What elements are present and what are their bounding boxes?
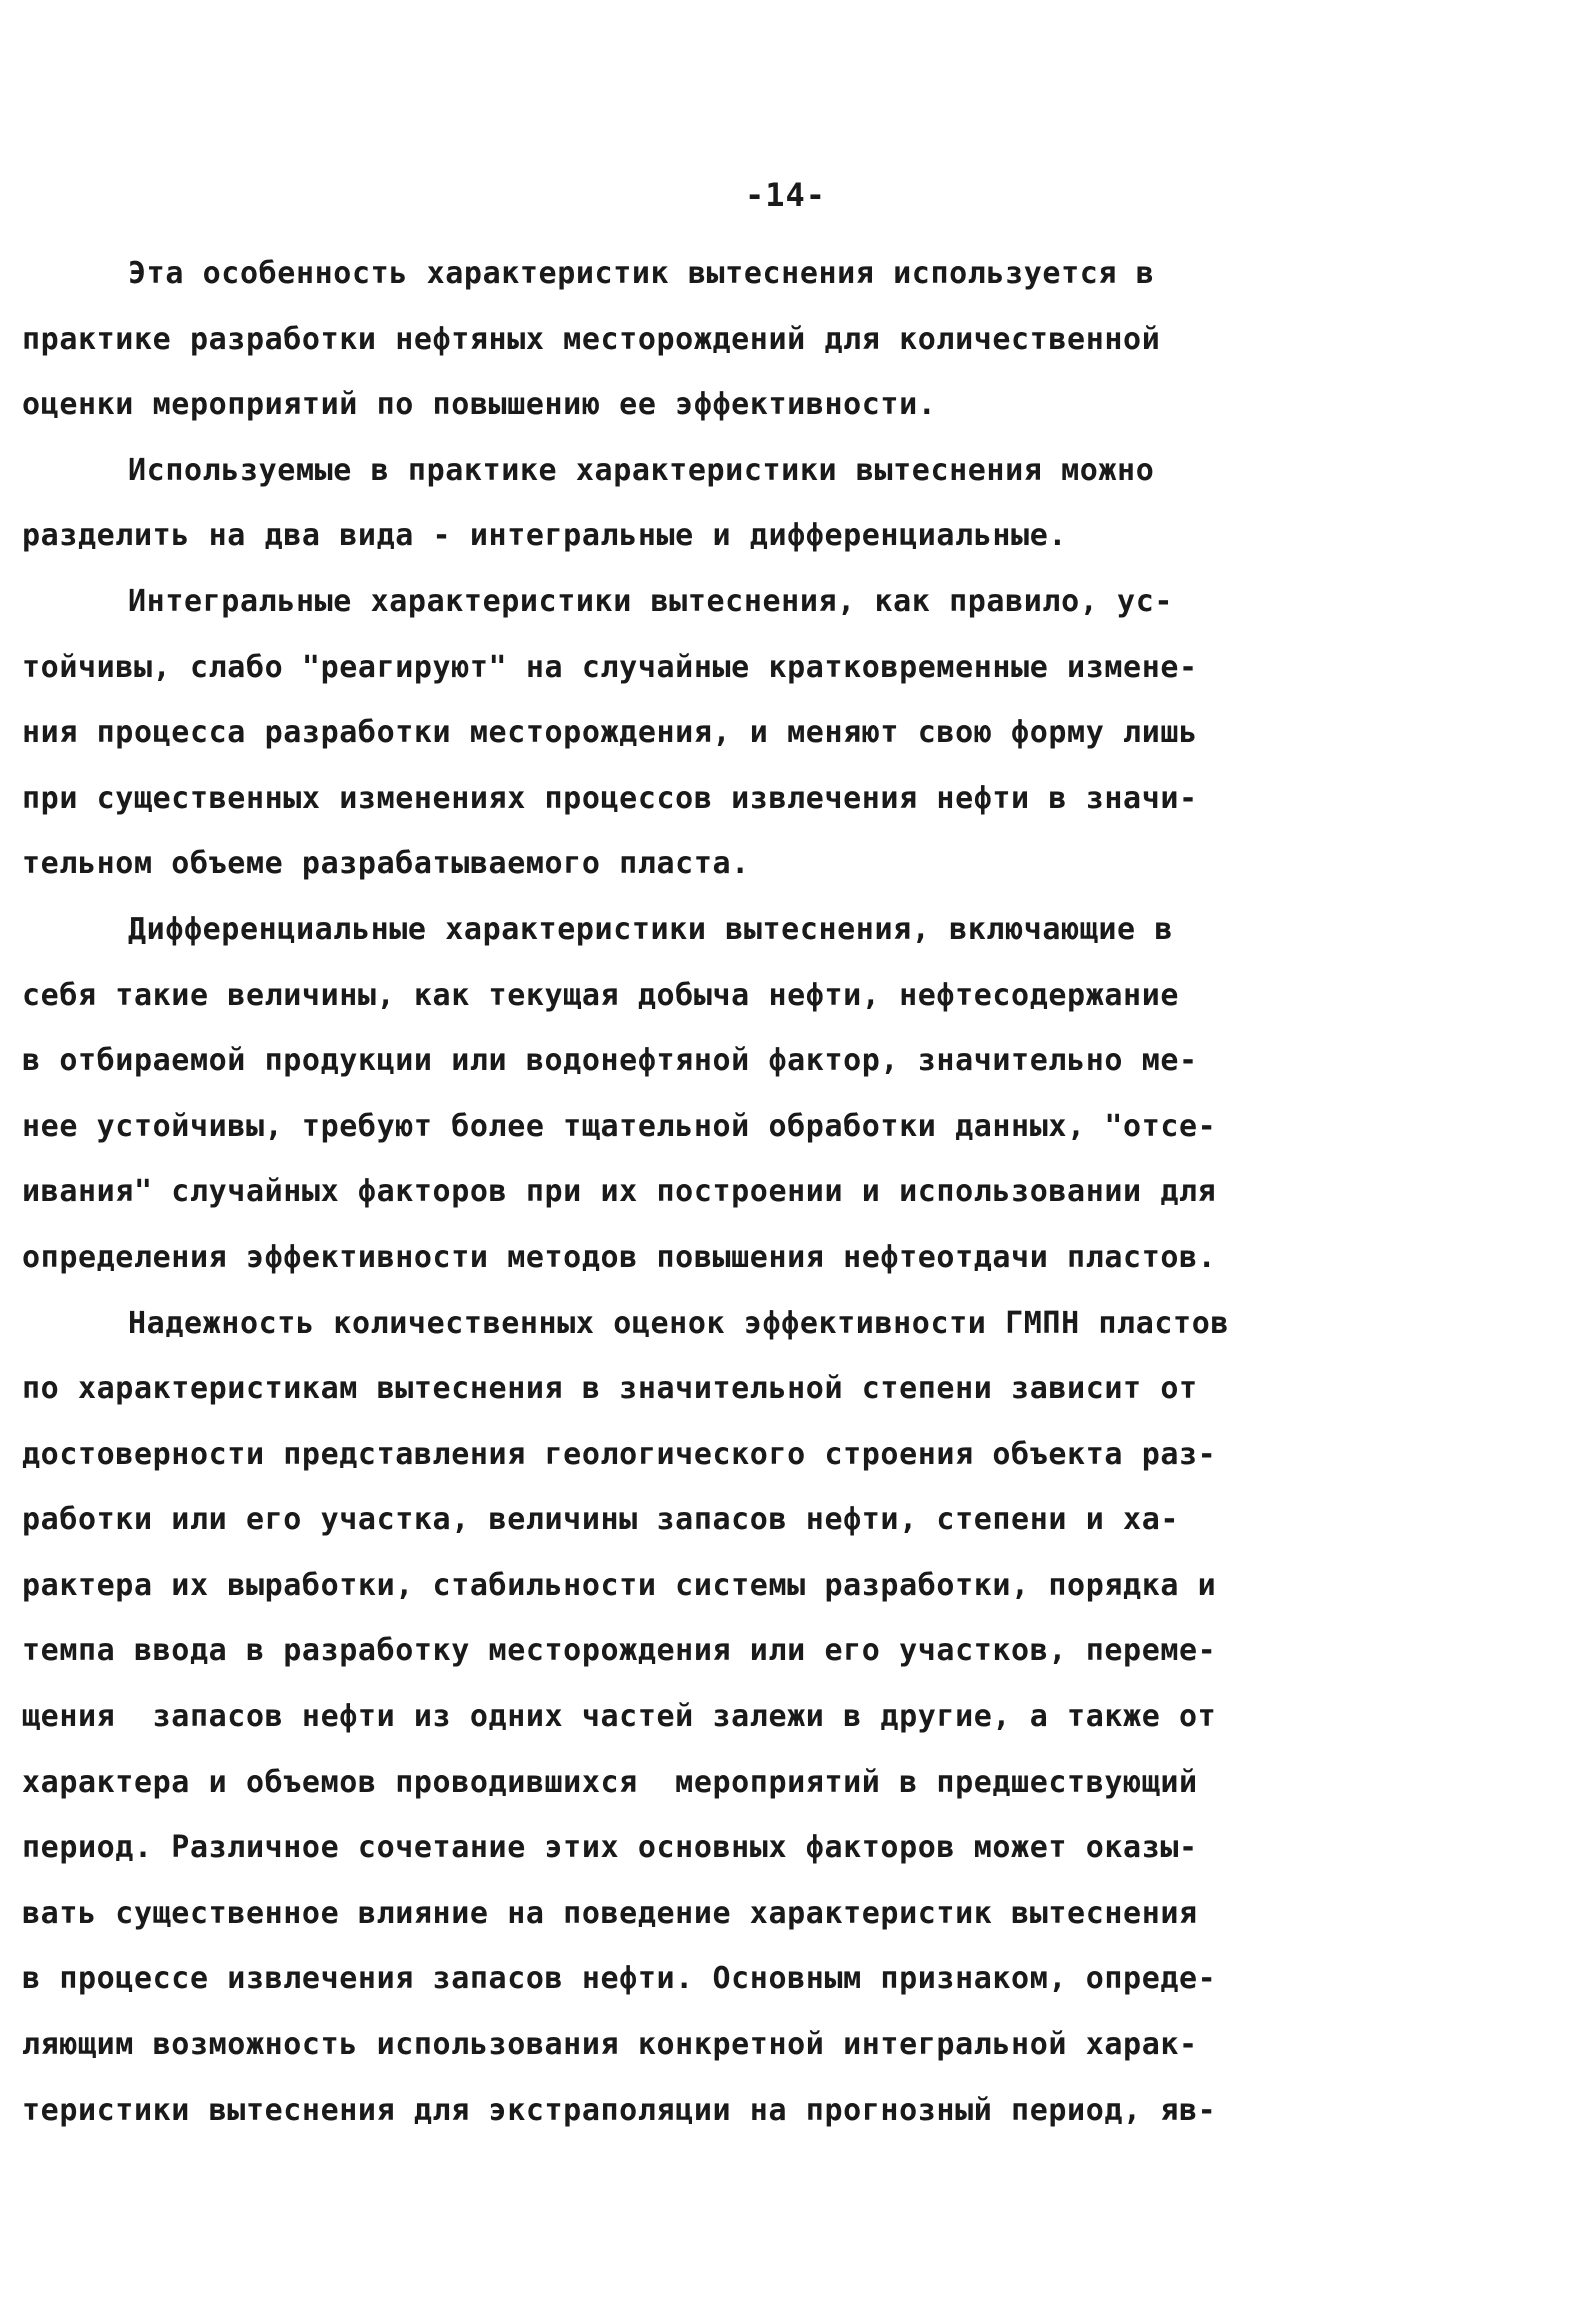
text-line: Эта особенность характеристик вытеснения используется в	[128, 256, 1155, 291]
text-line: нее устойчивы, требуют более тщательной обработки данных, "отсе-	[22, 1108, 1217, 1144]
text-line: достоверности представления геологического строения объекта раз-	[22, 1436, 1217, 1472]
text-line: период. Различное сочетание этих основных факторов может оказы-	[22, 1830, 1198, 1866]
text-line: Интегральные характеристики вытеснения, как правило, ус-	[128, 583, 1174, 619]
text-line: Надежность количественных оценок эффективности ГМПН пластов	[128, 1305, 1230, 1341]
page-number: -14-	[744, 176, 827, 214]
text-line: ляющим возможность использования конкретной интегральной харак-	[22, 2027, 1198, 2063]
text-line: тельном объеме разрабатываемого пласта.	[22, 846, 750, 882]
text-line: вать существенное влияние на поведение характеристик вытеснения	[22, 1895, 1198, 1931]
text-line: тойчивы, слабо "реагируют" на случайные кратковременные измене-	[22, 649, 1198, 685]
text-line: Используемые в практике характеристики вытеснения можно	[128, 452, 1155, 488]
text-line: темпа ввода в разработку месторождения или его участков, переме-	[22, 1633, 1217, 1669]
text-line: ивания" случайных факторов при их построении и использовании для	[22, 1174, 1217, 1210]
text-line: в отбираемой продукции или водонефтяной фактор, значительно ме-	[22, 1043, 1198, 1079]
text-line: работки или его участка, величины запасов нефти, степени и ха-	[22, 1502, 1180, 1538]
text-line: щения запасов нефти из одних частей залежи в другие, а также от	[22, 1699, 1217, 1735]
text-line: оценки мероприятий по повышению ее эффективности.	[22, 387, 937, 423]
text-line: разделить на два вида - интегральные и дифференциальные.	[22, 518, 1068, 554]
text-line: при существенных изменениях процессов извлечения нефти в значи-	[22, 780, 1198, 816]
text-line: определения эффективности методов повышения нефтеотдачи пластов.	[22, 1239, 1217, 1275]
text-line: теристики вытеснения для экстраполяции на прогнозный период, яв-	[22, 2092, 1217, 2128]
body-text	[22, 241, 1342, 2143]
text-line: себя такие величины, как текущая добыча нефти, нефтесодержание	[22, 977, 1180, 1013]
text-line: по характеристикам вытеснения в значительной степени зависит от	[22, 1371, 1198, 1407]
text-line: рактера их выработки, стабильности системы разработки, порядка и	[22, 1567, 1217, 1603]
text-line: характера и объемов проводившихся мероприятий в предшествующий	[22, 1764, 1198, 1800]
text-line: в процессе извлечения запасов нефти. Основным признаком, опреде-	[22, 1961, 1217, 1997]
text-line: ния процесса разработки месторождения, и меняют свою форму лишь	[22, 715, 1198, 751]
text-line: практике разработки нефтяных месторождений для количественной	[22, 321, 1161, 357]
text-line: Дифференциальные характеристики вытеснения, включающие в	[128, 911, 1174, 947]
